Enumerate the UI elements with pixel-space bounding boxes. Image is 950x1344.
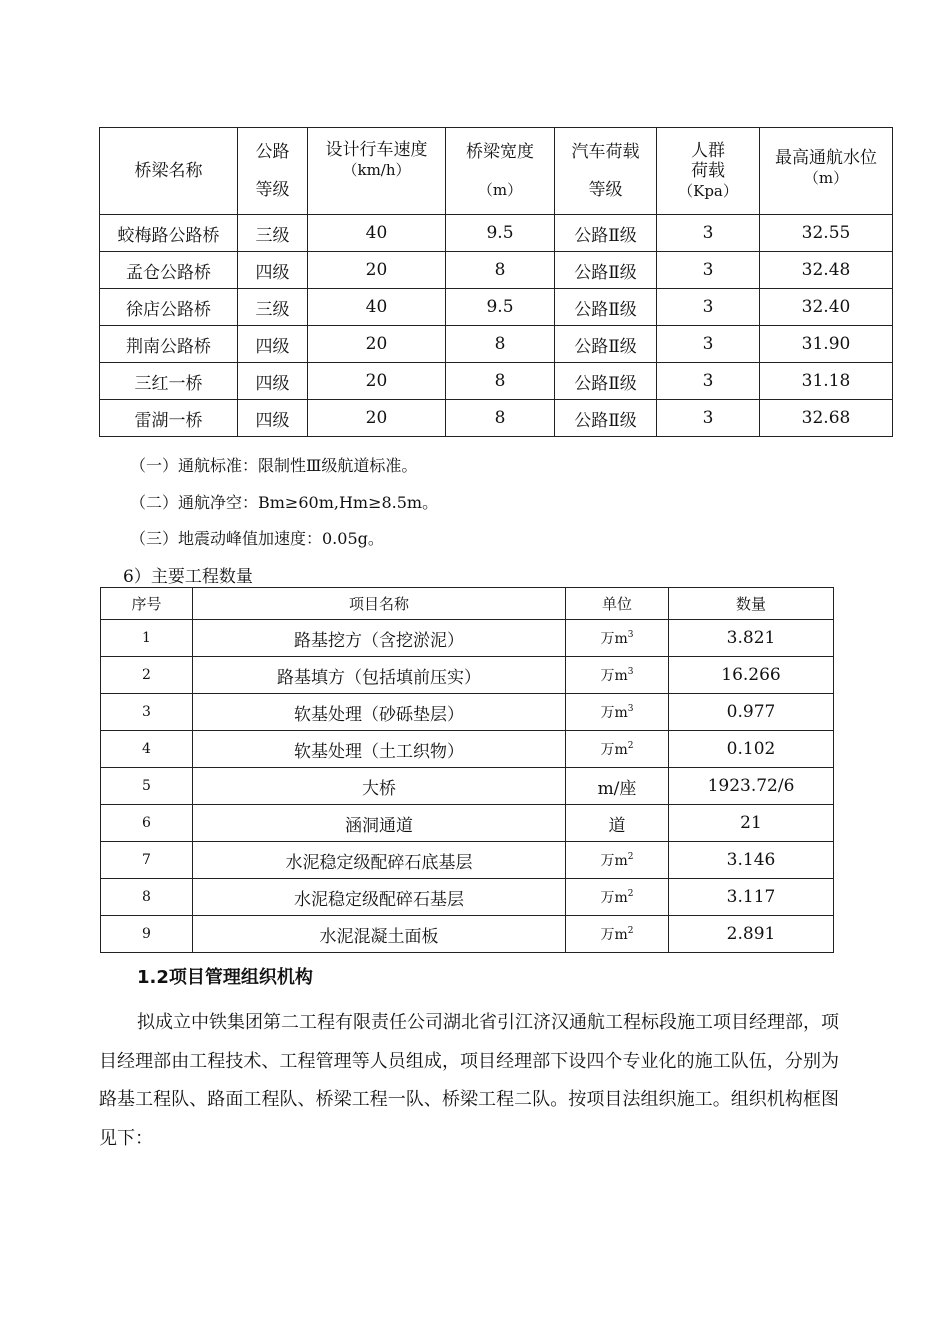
bridge-row: [100, 289, 893, 326]
bridge-row: [100, 252, 893, 289]
bridge-width: 9.5: [446, 215, 555, 252]
unit-exponent: 2: [627, 889, 634, 899]
row-amount: 1923.72/6: [669, 768, 834, 805]
header-crowd-line1: 人群: [691, 141, 725, 161]
bridge-table-header: [100, 128, 893, 215]
header-road-grade-line1: 公路: [255, 142, 290, 162]
header-vehicle-load: [555, 128, 657, 215]
row-unit: [566, 657, 669, 694]
unit-text: 万m: [600, 890, 628, 906]
bridge-speed: 20: [308, 400, 446, 437]
bridge-name: 三红一桥: [100, 363, 238, 400]
bridge-grade: 四级: [238, 363, 308, 400]
row-item: 路基填方（包括填前压实）: [193, 657, 566, 694]
row-amount: 16.266: [669, 657, 834, 694]
bridge-width: 9.5: [446, 289, 555, 326]
header-crowd-load: [657, 128, 760, 215]
row-item: 软基处理（土工织物）: [193, 731, 566, 768]
bridge-water: 31.90: [760, 326, 893, 363]
row-item: 路基挖方（含挖淤泥）: [193, 620, 566, 657]
header-crowd-line3: （Kpa）: [678, 182, 738, 200]
quantity-row: [101, 731, 834, 768]
bridge-water: 31.18: [760, 363, 893, 400]
bridge-grade: 四级: [238, 326, 308, 363]
header-water-line2: （m）: [803, 169, 849, 187]
bridge-grade: 四级: [238, 400, 308, 437]
header-speed-line1: 设计行车速度: [325, 140, 428, 160]
bridge-grade: 四级: [238, 252, 308, 289]
unit-text: 万m: [600, 668, 628, 684]
bridge-table: [99, 127, 893, 437]
row-no: 1: [101, 620, 193, 657]
bridge-crowd: 3: [657, 289, 760, 326]
bridge-crowd: 3: [657, 215, 760, 252]
bridge-speed: 20: [308, 252, 446, 289]
row-unit: [566, 805, 669, 842]
header-amount: 数量: [669, 588, 834, 620]
header-width-line2: （m）: [477, 181, 523, 199]
row-item: 水泥稳定级配碎石底基层: [193, 842, 566, 879]
quantity-row: [101, 657, 834, 694]
bridge-name: 蛟梅路公路桥: [100, 215, 238, 252]
bridge-row: [100, 400, 893, 437]
quantities-table-header: [101, 588, 834, 620]
bridge-water: 32.68: [760, 400, 893, 437]
quantity-row: [101, 916, 834, 953]
row-amount: 2.891: [669, 916, 834, 953]
row-item: 水泥稳定级配碎石基层: [193, 879, 566, 916]
row-item: 软基处理（砂砾垫层）: [193, 694, 566, 731]
header-load-line1: 汽车荷载: [571, 142, 640, 162]
row-unit: [566, 842, 669, 879]
unit-exponent: 3: [627, 704, 634, 714]
bridge-grade: 三级: [238, 215, 308, 252]
bridge-speed: 40: [308, 289, 446, 326]
row-no: 4: [101, 731, 193, 768]
bridge-load: 公路Ⅱ级: [555, 363, 657, 400]
header-speed-line2: （km/h）: [342, 161, 411, 179]
unit-text: 万m: [600, 742, 628, 758]
quantity-row: [101, 694, 834, 731]
header-item-name: 项目名称: [193, 588, 566, 620]
row-amount: 3.146: [669, 842, 834, 879]
bridge-speed: 20: [308, 363, 446, 400]
row-unit: [566, 879, 669, 916]
bridge-water: 32.40: [760, 289, 893, 326]
bridge-width: 8: [446, 400, 555, 437]
note-navigation-clearance: （二）通航净空：Bm≥60m,Hm≥8.5m。: [130, 493, 439, 512]
row-no: 5: [101, 768, 193, 805]
row-unit: [566, 916, 669, 953]
bridge-load: 公路Ⅱ级: [555, 289, 657, 326]
bridge-speed: 40: [308, 215, 446, 252]
quantity-row: [101, 805, 834, 842]
header-width-line1: 桥梁宽度: [466, 142, 534, 162]
note-seismic-acceleration: （三）地震动峰值加速度：0.05g。: [130, 529, 384, 548]
unit-text: m/座: [597, 778, 637, 799]
unit-exponent: 2: [627, 741, 634, 751]
header-bridge-width: [446, 128, 555, 215]
row-no: 6: [101, 805, 193, 842]
bridge-speed: 20: [308, 326, 446, 363]
quantities-table: [100, 587, 834, 953]
note-navigation-standard: （一）通航标准：限制性Ⅲ级航道标准。: [130, 456, 418, 475]
bridge-crowd: 3: [657, 252, 760, 289]
bridge-name: 孟仓公路桥: [100, 252, 238, 289]
bridge-width: 8: [446, 326, 555, 363]
bridge-grade: 三级: [238, 289, 308, 326]
bridge-crowd: 3: [657, 326, 760, 363]
row-no: 2: [101, 657, 193, 694]
row-no: 8: [101, 879, 193, 916]
unit-exponent: 3: [627, 630, 634, 640]
bridge-crowd: 3: [657, 400, 760, 437]
header-bridge-name: 桥梁名称: [100, 128, 238, 215]
row-unit: [566, 620, 669, 657]
header-road-grade: [238, 128, 308, 215]
bridge-load: 公路Ⅱ级: [555, 252, 657, 289]
unit-text: 万m: [600, 631, 628, 647]
row-amount: 0.102: [669, 731, 834, 768]
quantity-row: [101, 620, 834, 657]
bridge-width: 8: [446, 363, 555, 400]
row-amount: 0.977: [669, 694, 834, 731]
header-water-line1: 最高通航水位: [775, 148, 877, 168]
row-amount: 3.821: [669, 620, 834, 657]
row-amount: 3.117: [669, 879, 834, 916]
section-title: 1.2项目管理组织机构: [137, 967, 313, 988]
bridge-name: 荆南公路桥: [100, 326, 238, 363]
bridge-row: [100, 326, 893, 363]
row-item: 涵洞通道: [193, 805, 566, 842]
header-crowd-line2: 荷载: [691, 161, 725, 181]
bridge-load: 公路Ⅱ级: [555, 326, 657, 363]
row-no: 9: [101, 916, 193, 953]
bridge-width: 8: [446, 252, 555, 289]
bridge-crowd: 3: [657, 363, 760, 400]
quantity-row: [101, 879, 834, 916]
bridge-load: 公路Ⅱ级: [555, 400, 657, 437]
unit-exponent: 2: [627, 926, 634, 936]
unit-text: 道: [608, 815, 626, 836]
quantities-heading: 6）主要工程数量: [123, 567, 253, 587]
header-road-grade-line2: 等级: [255, 180, 290, 200]
quantity-row: [101, 768, 834, 805]
row-unit: [566, 768, 669, 805]
bridge-name: 雷湖一桥: [100, 400, 238, 437]
unit-text: 万m: [600, 705, 628, 721]
unit-exponent: 3: [627, 667, 634, 677]
row-item: 大桥: [193, 768, 566, 805]
bridge-water: 32.48: [760, 252, 893, 289]
bridge-water: 32.55: [760, 215, 893, 252]
header-load-line2: 等级: [588, 180, 623, 200]
row-unit: [566, 731, 669, 768]
unit-exponent: 2: [627, 852, 634, 862]
row-no: 7: [101, 842, 193, 879]
header-serial-no: 序号: [101, 588, 193, 620]
unit-text: 万m: [600, 853, 628, 869]
bridge-row: [100, 215, 893, 252]
body-paragraph: 拟成立中铁集团第二工程有限责任公司湖北省引江济汉通航工程标段施工项目经理部，项目经理部由工程技术、工程管理等人员组成，项目经理部下设四个专业化的施工队伍，分别为路基工程队、路面工程队、桥梁工程一队、桥梁工程二队。按项目法组织施工。组织机构框图见下：: [99, 1012, 839, 1149]
row-item: 水泥混凝土面板: [193, 916, 566, 953]
header-highest-water-level: [760, 128, 893, 215]
row-unit: [566, 694, 669, 731]
bridge-row: [100, 363, 893, 400]
row-no: 3: [101, 694, 193, 731]
bridge-load: 公路Ⅱ级: [555, 215, 657, 252]
bridge-name: 徐店公路桥: [100, 289, 238, 326]
header-design-speed: [308, 128, 446, 215]
row-amount: 21: [669, 805, 834, 842]
quantity-row: [101, 842, 834, 879]
unit-text: 万m: [600, 927, 628, 943]
header-unit: 单位: [566, 588, 669, 620]
